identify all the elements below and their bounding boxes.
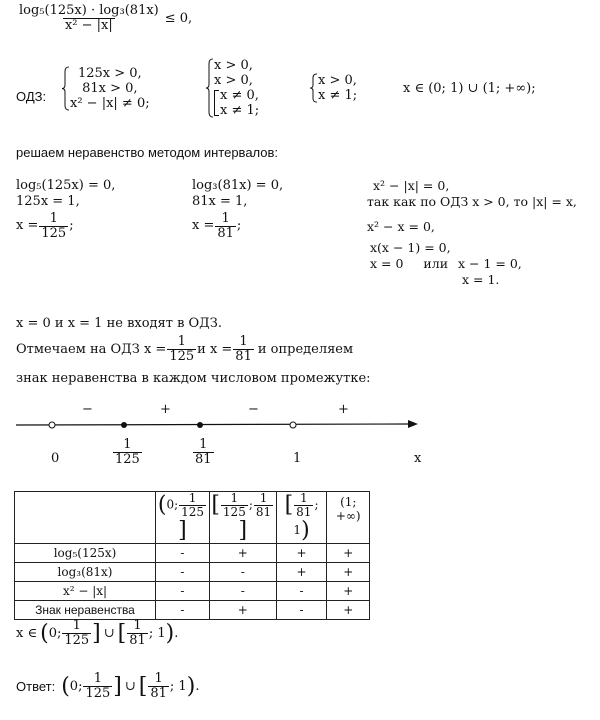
text: ; 1 [148, 625, 166, 641]
sign-cell: + [276, 544, 327, 563]
sign-cell: - [209, 582, 276, 601]
equation: x = 0 [370, 256, 404, 271]
odz-system-2 [206, 58, 259, 118]
sign-cell: + [327, 582, 370, 601]
odz-line: x² − |x| ≠ 0; [70, 96, 150, 111]
fraction-den: 81 [255, 504, 272, 519]
text: ; 1 [293, 497, 319, 538]
bracket: ] [238, 518, 248, 544]
row-label: log₃(81x) [15, 563, 156, 582]
point-1-81-filled [197, 422, 203, 428]
fraction-den: 81 [195, 451, 212, 467]
solve-denominator [367, 178, 577, 288]
header-interval-1 [156, 492, 210, 544]
note-mark [16, 335, 353, 363]
equation: x² − x = 0, [367, 219, 435, 234]
label-1-125 [113, 438, 142, 466]
sign-interval-3: − [248, 402, 259, 417]
text: и определяем [257, 341, 354, 357]
sign-cell: - [209, 563, 276, 582]
fraction-den: 125 [64, 632, 90, 648]
fraction-num: 1 [123, 437, 132, 452]
answer-label: Ответ: [16, 678, 56, 694]
fraction-num: 1 [259, 491, 268, 505]
point-1-125-filled [121, 422, 127, 428]
fraction-num: 1 [230, 491, 239, 505]
fraction-den: 81 [150, 685, 167, 701]
solve-log3 [192, 178, 283, 240]
table-row [15, 563, 370, 582]
odz-result: x ∈ (0; 1) ∪ (1; +∞); [403, 81, 536, 96]
fraction-num: 1 [299, 491, 308, 505]
equation-prefix: x = [16, 218, 39, 234]
label-axis-x: x [414, 451, 422, 466]
axis-line [16, 424, 410, 425]
header-interval-4: (1; +∞) [327, 492, 370, 544]
odz-line: x ≠ 0, [220, 88, 259, 103]
answer: Ответ: ( 0; $\frac{1}{125}$ ] ∪ [ $\frac{1}{81}$ ; 1 ) . [16, 671, 200, 701]
relation: ≤ 0, [164, 10, 193, 26]
text: ; 1 [169, 678, 187, 694]
numerator: log₅(125x) · log₃(81x) [19, 3, 159, 18]
bracket: [ [284, 492, 294, 518]
sign-cell: + [327, 563, 370, 582]
odz-system-3 [310, 73, 357, 103]
fraction-num: 1 [133, 618, 142, 633]
union-symbol: ∪ [103, 625, 115, 641]
fraction-num: 1 [72, 618, 81, 633]
sign-cell: + [209, 601, 276, 620]
sign-cell: + [327, 544, 370, 563]
text: Отмечаем на ОДЗ x = [16, 341, 167, 357]
table-row [15, 544, 370, 563]
sign-cell: - [156, 563, 210, 582]
sign-cell: - [156, 582, 210, 601]
equation: log₃(81x) = 0, [192, 178, 284, 193]
header-interval-2 [209, 492, 276, 544]
equation-prefix: x = [192, 218, 215, 234]
text: и x = [197, 341, 233, 357]
text: 0; [48, 625, 62, 641]
text: x ∈ [16, 625, 38, 641]
row-label: Знак неравенства [15, 601, 156, 620]
note-sign: знак неравенства в каждом числовом промежутке: [16, 371, 371, 386]
equation: x² − |x| = 0, [373, 178, 450, 193]
axis-arrow [408, 420, 418, 428]
text: 0; [166, 497, 179, 512]
fraction-num: 1 [177, 334, 186, 349]
odz-line: 125x > 0, [77, 66, 142, 81]
solve-log5 [16, 178, 115, 240]
suffix: ; [236, 218, 242, 234]
header-interval-3 [276, 492, 327, 544]
odz-line: 81x > 0, [82, 81, 138, 96]
odz-line: x > 0, [318, 73, 357, 88]
sign-cell: + [209, 544, 276, 563]
solution-set: x ∈ ( 0; $\frac{1}{125}$ ] ∪ [ $\frac{1}{81}$ ; 1 ) . [16, 618, 179, 648]
equation: log₅(125x) = 0, [16, 178, 116, 193]
sign-cell: + [276, 563, 327, 582]
fraction-num: 1 [199, 437, 208, 452]
fraction-den: 125 [169, 348, 195, 364]
fraction-den: 81 [235, 348, 252, 364]
sign-cell: - [156, 601, 210, 620]
denominator: x² − |x| [64, 17, 113, 33]
or-word: или [423, 256, 449, 271]
text: ; [248, 497, 253, 512]
fraction-den: 125 [41, 225, 67, 241]
union-symbol: ∪ [124, 678, 136, 694]
fraction-num: 1 [93, 671, 102, 686]
table-row [15, 601, 370, 620]
bracket: ( [157, 492, 167, 518]
sign-cell: + [327, 601, 370, 620]
sign-table [14, 491, 370, 620]
fraction-num: 1 [221, 211, 230, 226]
fraction-den: 125 [181, 504, 205, 519]
equation: так как по ОДЗ x > 0, то |x| = x, [367, 194, 577, 209]
equation: x(x − 1) = 0, [370, 240, 451, 255]
equation: x − 1 = 0, [458, 256, 522, 271]
point-1-open [290, 422, 296, 428]
sign-cell: - [276, 601, 327, 620]
text: . [174, 625, 179, 641]
text: . [195, 678, 200, 694]
fraction-num: 1 [49, 211, 58, 226]
odz-label: ОДЗ: [16, 89, 47, 104]
odz-line: x > 0, [214, 73, 253, 88]
method-text: решаем неравенство методом интервалов: [16, 145, 279, 160]
note-excluded: x = 0 и x = 1 не входят в ОДЗ. [16, 316, 222, 331]
table-header-row [15, 492, 370, 544]
fraction-den: 81 [129, 632, 146, 648]
text: 0; [69, 678, 83, 694]
fraction-num: 1 [154, 671, 163, 686]
sign-interval-4: + [338, 402, 349, 417]
row-label: log₅(125x) [15, 544, 156, 563]
number-line [0, 400, 440, 440]
fraction-num: 1 [188, 491, 197, 505]
label-1-81 [193, 438, 214, 466]
equation: 125x = 1, [16, 194, 80, 209]
sign-interval-1: − [82, 402, 93, 417]
equation: x = 1. [462, 272, 500, 287]
suffix: ; [69, 218, 74, 234]
odz-line: x ≠ 1; [318, 88, 358, 103]
sign-interval-2: + [160, 402, 171, 417]
label-one: 1 [293, 451, 302, 466]
equation: 81x = 1, [192, 194, 248, 209]
fraction-den: 81 [217, 225, 234, 241]
row-label: x² − |x| [15, 582, 156, 601]
table-row [15, 582, 370, 601]
point-0-open [49, 422, 55, 428]
header-empty [15, 492, 156, 544]
sign-cell: - [156, 544, 210, 563]
fraction-den: 81 [296, 504, 312, 519]
odz-system-1 [62, 66, 150, 111]
label-zero: 0 [51, 451, 60, 466]
odz-line: x > 0, [214, 58, 253, 73]
fraction-den: 125 [222, 504, 246, 519]
odz-line: x ≠ 1; [220, 103, 260, 118]
fraction-den: 125 [115, 451, 140, 467]
fraction-num: 1 [239, 334, 248, 349]
bracket: ] [178, 518, 187, 544]
sign-cell: - [276, 582, 327, 601]
inequality [16, 4, 192, 32]
bracket: [ [211, 492, 220, 518]
fraction-den: 125 [85, 685, 111, 701]
bracket: ) [301, 518, 310, 544]
